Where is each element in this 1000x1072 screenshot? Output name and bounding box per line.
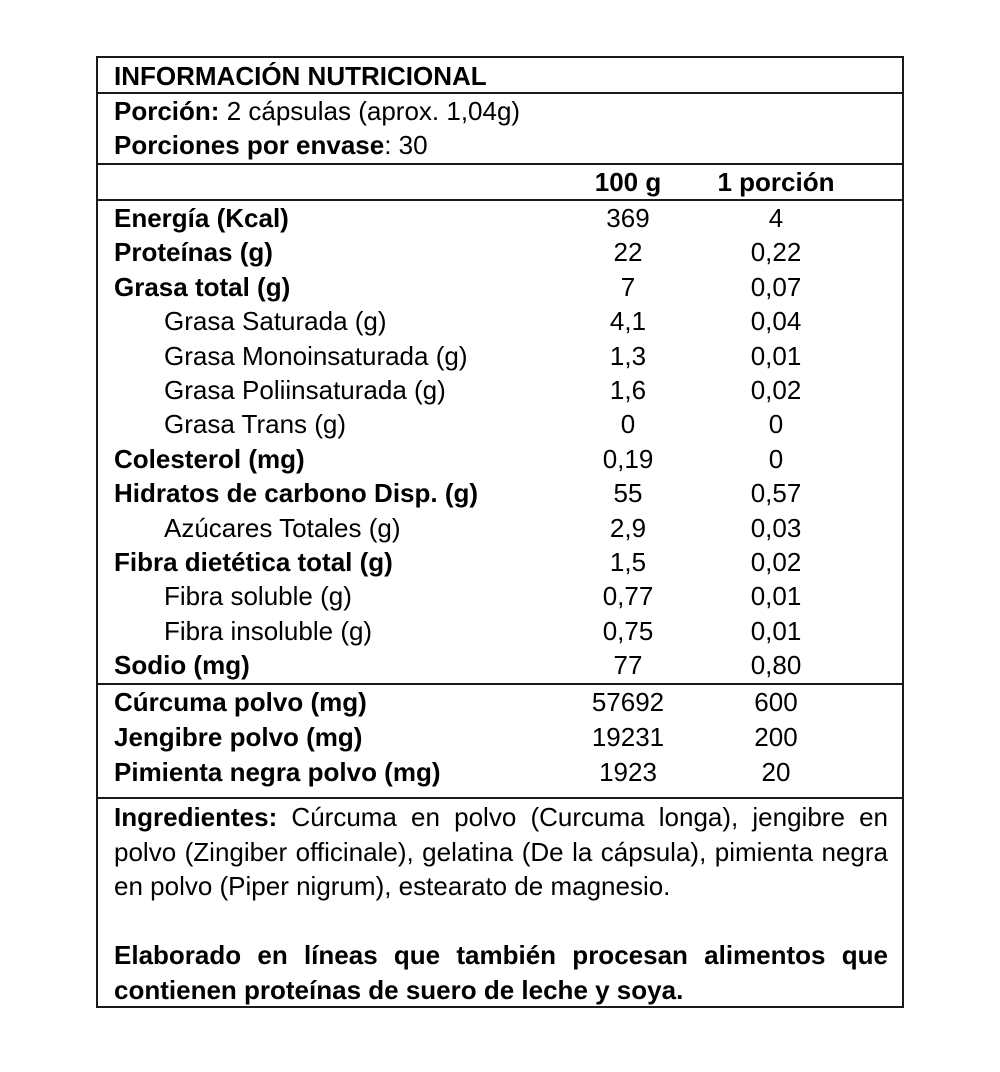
row-label: Colesterol (mg) [114, 443, 305, 474]
row-label: Pimienta negra polvo (mg) [114, 757, 441, 787]
row-label: Sodio (mg) [114, 650, 250, 681]
value-per-100g: 22 [613, 237, 643, 268]
portion-line [114, 94, 520, 128]
value-per-100g: 1,6 [609, 375, 647, 405]
row-label: Fibra soluble (g) [164, 581, 352, 612]
ingredients-list: Cúrcuma en polvo (Curcuma longa), jengibre en polvo (Zingiber officinale), gelatina (De la cápsula), pimienta negra en polvo (Piper nigrum), estearato de magnesio. [114, 802, 888, 901]
value-per-portion: 0,03 [750, 512, 802, 543]
row-label: Grasa Poliinsaturada (g) [164, 375, 446, 405]
actives-section [98, 685, 902, 799]
value-per-portion: 0,01 [750, 340, 802, 371]
row-label: Proteínas (g) [114, 237, 273, 268]
value-per-portion: 0,07 [750, 271, 802, 302]
nutrients-section [98, 201, 902, 685]
servings-line [114, 128, 428, 162]
value-per-100g: 1,5 [609, 547, 647, 577]
row-label: Jengibre polvo (mg) [114, 722, 363, 752]
row-label: Grasa Trans (g) [164, 409, 347, 440]
row-label: Grasa Saturada (g) [164, 306, 387, 337]
value-per-100g: 1,3 [609, 340, 647, 371]
value-per-100g: 0 [620, 409, 636, 440]
value-per-100g: 2,9 [609, 512, 647, 543]
value-per-100g: 0,77 [602, 581, 654, 612]
value-per-portion: 0,22 [750, 237, 802, 268]
panel-title: INFORMACIÓN NUTRICIONAL [114, 61, 487, 91]
value-per-100g: 55 [613, 478, 643, 509]
value-per-portion: 200 [754, 722, 798, 752]
value-per-100g: 7 [620, 271, 636, 302]
value-per-100g: 1923 [599, 757, 657, 787]
value-per-portion: 0,01 [750, 615, 802, 646]
column-header-portion: 1 porción [717, 167, 835, 197]
value-per-portion: 0,04 [750, 306, 802, 337]
value-per-100g: 57692 [591, 687, 665, 717]
value-per-portion: 0,80 [750, 650, 802, 681]
portion-section [98, 94, 902, 165]
column-header-100g: 100 g [594, 167, 662, 197]
value-per-100g: 369 [606, 203, 650, 233]
row-label: Cúrcuma polvo (mg) [114, 687, 367, 717]
value-per-100g: 0,75 [602, 615, 654, 646]
nutrition-facts-panel [96, 56, 904, 1008]
value-per-100g: 19231 [591, 722, 665, 752]
value-per-portion: 0 [768, 443, 784, 474]
value-per-portion: 4 [768, 203, 784, 233]
value-per-100g: 4,1 [609, 306, 647, 337]
value-per-portion: 600 [754, 687, 798, 717]
row-label: Grasa total (g) [114, 271, 291, 302]
portion-label: Porción: [114, 96, 220, 126]
row-label: Energía (Kcal) [114, 203, 289, 233]
allergen-statement: Elaborado en líneas que también procesan alimentos que contienen proteínas de suero de leche y soya. [114, 940, 888, 1005]
value-per-portion: 0,01 [750, 581, 802, 612]
value-per-portion: 0,02 [750, 547, 802, 577]
value-per-portion: 0 [768, 409, 784, 440]
ingredients-text [114, 800, 888, 904]
row-label: Hidratos de carbono Disp. (g) [114, 478, 479, 509]
portion-value: 2 cápsulas (aprox. 1,04g) [226, 96, 521, 126]
value-per-portion: 20 [761, 757, 791, 787]
row-label: Grasa Monoinsaturada (g) [164, 340, 468, 371]
ingredients-label: Ingredientes: [114, 802, 278, 832]
value-per-100g: 77 [613, 650, 643, 681]
title-section [98, 58, 902, 94]
servings-label: Porciones por envase [114, 130, 385, 160]
value-per-portion: 0,02 [750, 375, 802, 405]
row-label: Fibra dietética total (g) [114, 547, 393, 577]
value-per-100g: 0,19 [602, 443, 654, 474]
row-label: Fibra insoluble (g) [164, 615, 373, 646]
column-header [98, 165, 902, 201]
value-per-portion: 0,57 [750, 478, 802, 509]
row-label: Azúcares Totales (g) [164, 512, 401, 543]
servings-value: : 30 [384, 130, 428, 160]
